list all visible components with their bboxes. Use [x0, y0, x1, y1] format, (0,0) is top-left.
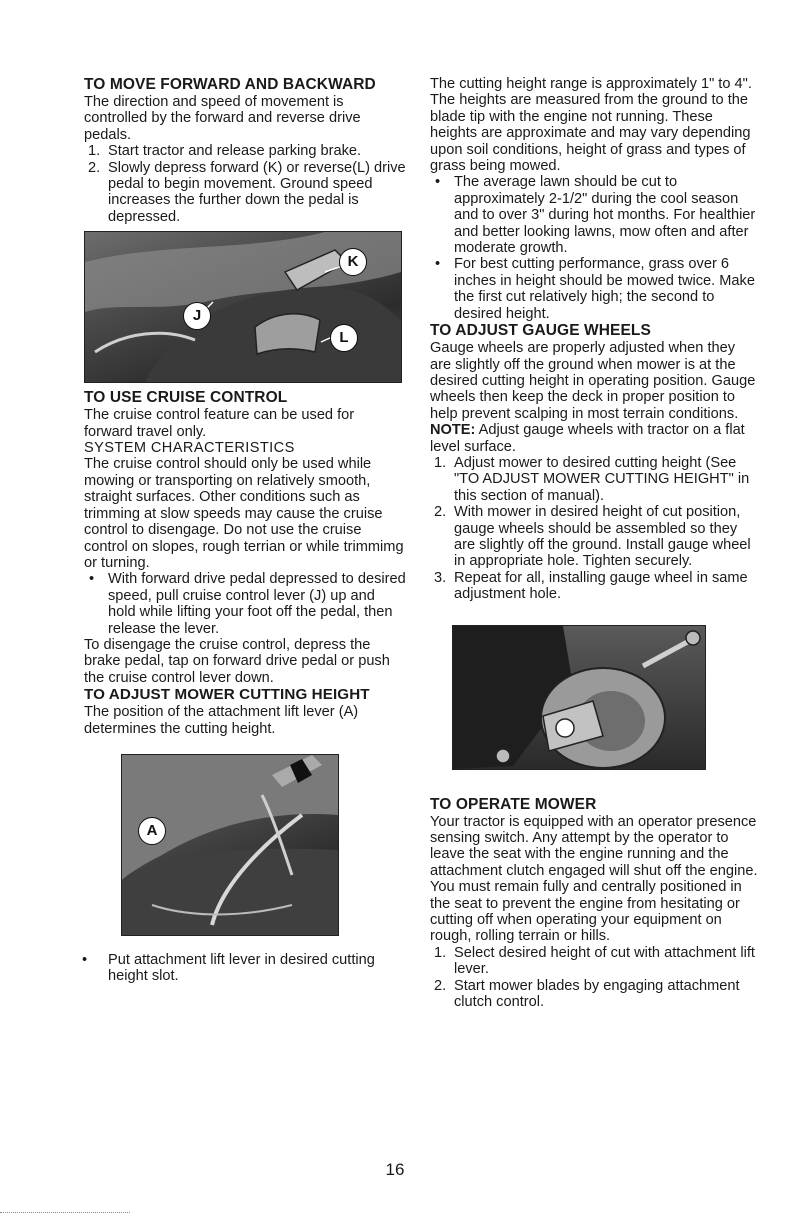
forward-step-2: 2. Slowly depress forward (K) or reverse(L) drive pedal to begin movement. Ground speed increases the further down the pedal is depressed.: [88, 159, 406, 225]
note-text: Adjust gauge wheels with tractor on a flat level surface.: [430, 422, 745, 455]
gauge-step-1: 1. Adjust mower to desired cutting height (See "TO ADJUST MOWER CUTTING HEIGHT" in this section of manual).: [434, 454, 750, 504]
callout-k: K: [339, 248, 367, 276]
cruise-bullet: • With forward drive pedal depressed to desired speed, pull cruise control lever (J) up and hold while lifting your foot off the pedal, then release the lever.: [89, 571, 406, 637]
note-label: NOTE:: [430, 422, 476, 439]
operate-body: Your tractor is equipped with an operator presence sensing switch. Any attempt by the operator to leave the seat with the engine running and the attachment clutch engaged will shut off the engine. You must remain fully and centrally positioned in the seat to prevent the engine from hesitating or cutting off when operating your equipment on rough, rolling terrain or hills.: [430, 813, 758, 945]
gauge-body: Gauge wheels are properly adjusted when they are slightly off the ground when mower is at the desired cutting height in operating position. Gauge wheels then keep the deck in proper position to help prevent scalping in most terrain conditions.: [430, 340, 756, 422]
cruise-disengage: To disengage the cruise control, depress the brake pedal, tap on forward drive pedal or push the cruise control lever down.: [84, 636, 390, 686]
callout-l: L: [330, 324, 358, 352]
gauge-wheel-figure: [452, 625, 706, 770]
cutting-height-body: The position of the attachment lift lever (A) determines the cutting height.: [84, 704, 359, 737]
forward-steps: [84, 143, 406, 225]
gauge-wheel-illustration: [453, 626, 705, 769]
lift-lever-bullet: • Put attachment lift lever in desired cutting height slot.: [82, 951, 375, 985]
heading-cruise-control: TO USE CRUISE CONTROL: [84, 389, 288, 407]
lawn-tip-2: • For best cutting performance, grass over 6 inches in height should be mowed twice. Make the first cut relatively high; the second to desired height.: [435, 256, 755, 322]
gauge-note: [430, 422, 760, 455]
right-column: [430, 76, 760, 1010]
heading-move-forward-backward: TO MOVE FORWARD AND BACKWARD: [84, 76, 376, 93]
cruise-bullets: [84, 571, 406, 637]
gauge-step-2: 2. With mower in desired height of cut position, gauge wheels should be assembled so they are slightly off the ground. Install gauge wheel in appropriate hole. Tighten securely.: [434, 504, 751, 570]
operate-steps: [430, 945, 760, 1011]
gauge-step-3: 3. Repeat for all, installing gauge wheel in same adjustment hole.: [434, 569, 748, 603]
gauge-steps: [430, 455, 760, 603]
page-number: 16: [385, 1160, 405, 1179]
operate-step-2: 2. Start mower blades by engaging attachment clutch control.: [434, 977, 740, 1011]
callout-a: A: [138, 817, 166, 845]
left-column: [84, 76, 406, 985]
operate-step-1: 1. Select desired height of cut with attachment lift lever.: [434, 944, 755, 978]
lift-lever-figure: [121, 754, 339, 936]
lawn-tip-1: • The average lawn should be cut to approximately 2-1/2" during the cool season and to over 3" during hot months. For healthier and better looking lawns, mow often and after moderate growth.: [435, 174, 756, 257]
cruise-body: The cruise control should only be used while mowing or transporting on relatively smooth, straight surfaces. Other conditions such as trimming at slow speeds may cause the cruise control to disengage. Do not use the cruise control on slopes, rough terrian or while trimmimg or turning.: [84, 456, 404, 571]
forward-step-1: 1. Start tractor and release parking brake.: [88, 143, 362, 160]
scan-edge-divider: [0, 1212, 130, 1214]
drive-pedals-figure: [84, 231, 402, 383]
cruise-intro: The cruise control feature can be used for forward travel only.: [84, 407, 355, 440]
heading-adjust-cutting-height: TO ADJUST MOWER CUTTING HEIGHT: [84, 686, 370, 704]
lift-lever-illustration: [122, 755, 338, 935]
heading-operate-mower: TO OPERATE MOWER: [430, 795, 597, 813]
lawn-tips-bullets: [430, 174, 760, 322]
lift-lever-bullets: [84, 952, 406, 985]
forward-intro: The direction and speed of movement is controlled by the forward and reverse drive pedals.: [84, 94, 361, 143]
heading-adjust-gauge-wheels: TO ADJUST GAUGE WHEELS: [430, 322, 651, 340]
callout-j: J: [183, 302, 211, 330]
subheading-system-characteristics: SYSTEM CHARACTERISTICS: [84, 440, 295, 457]
height-range-text: The cutting height range is approximately 1" to 4". The heights are measured from the ground to the blade tip with the engine not running. These heights are approximate and may vary depending upon soil conditions, height of grass and types of grass being mowed.: [430, 76, 752, 175]
